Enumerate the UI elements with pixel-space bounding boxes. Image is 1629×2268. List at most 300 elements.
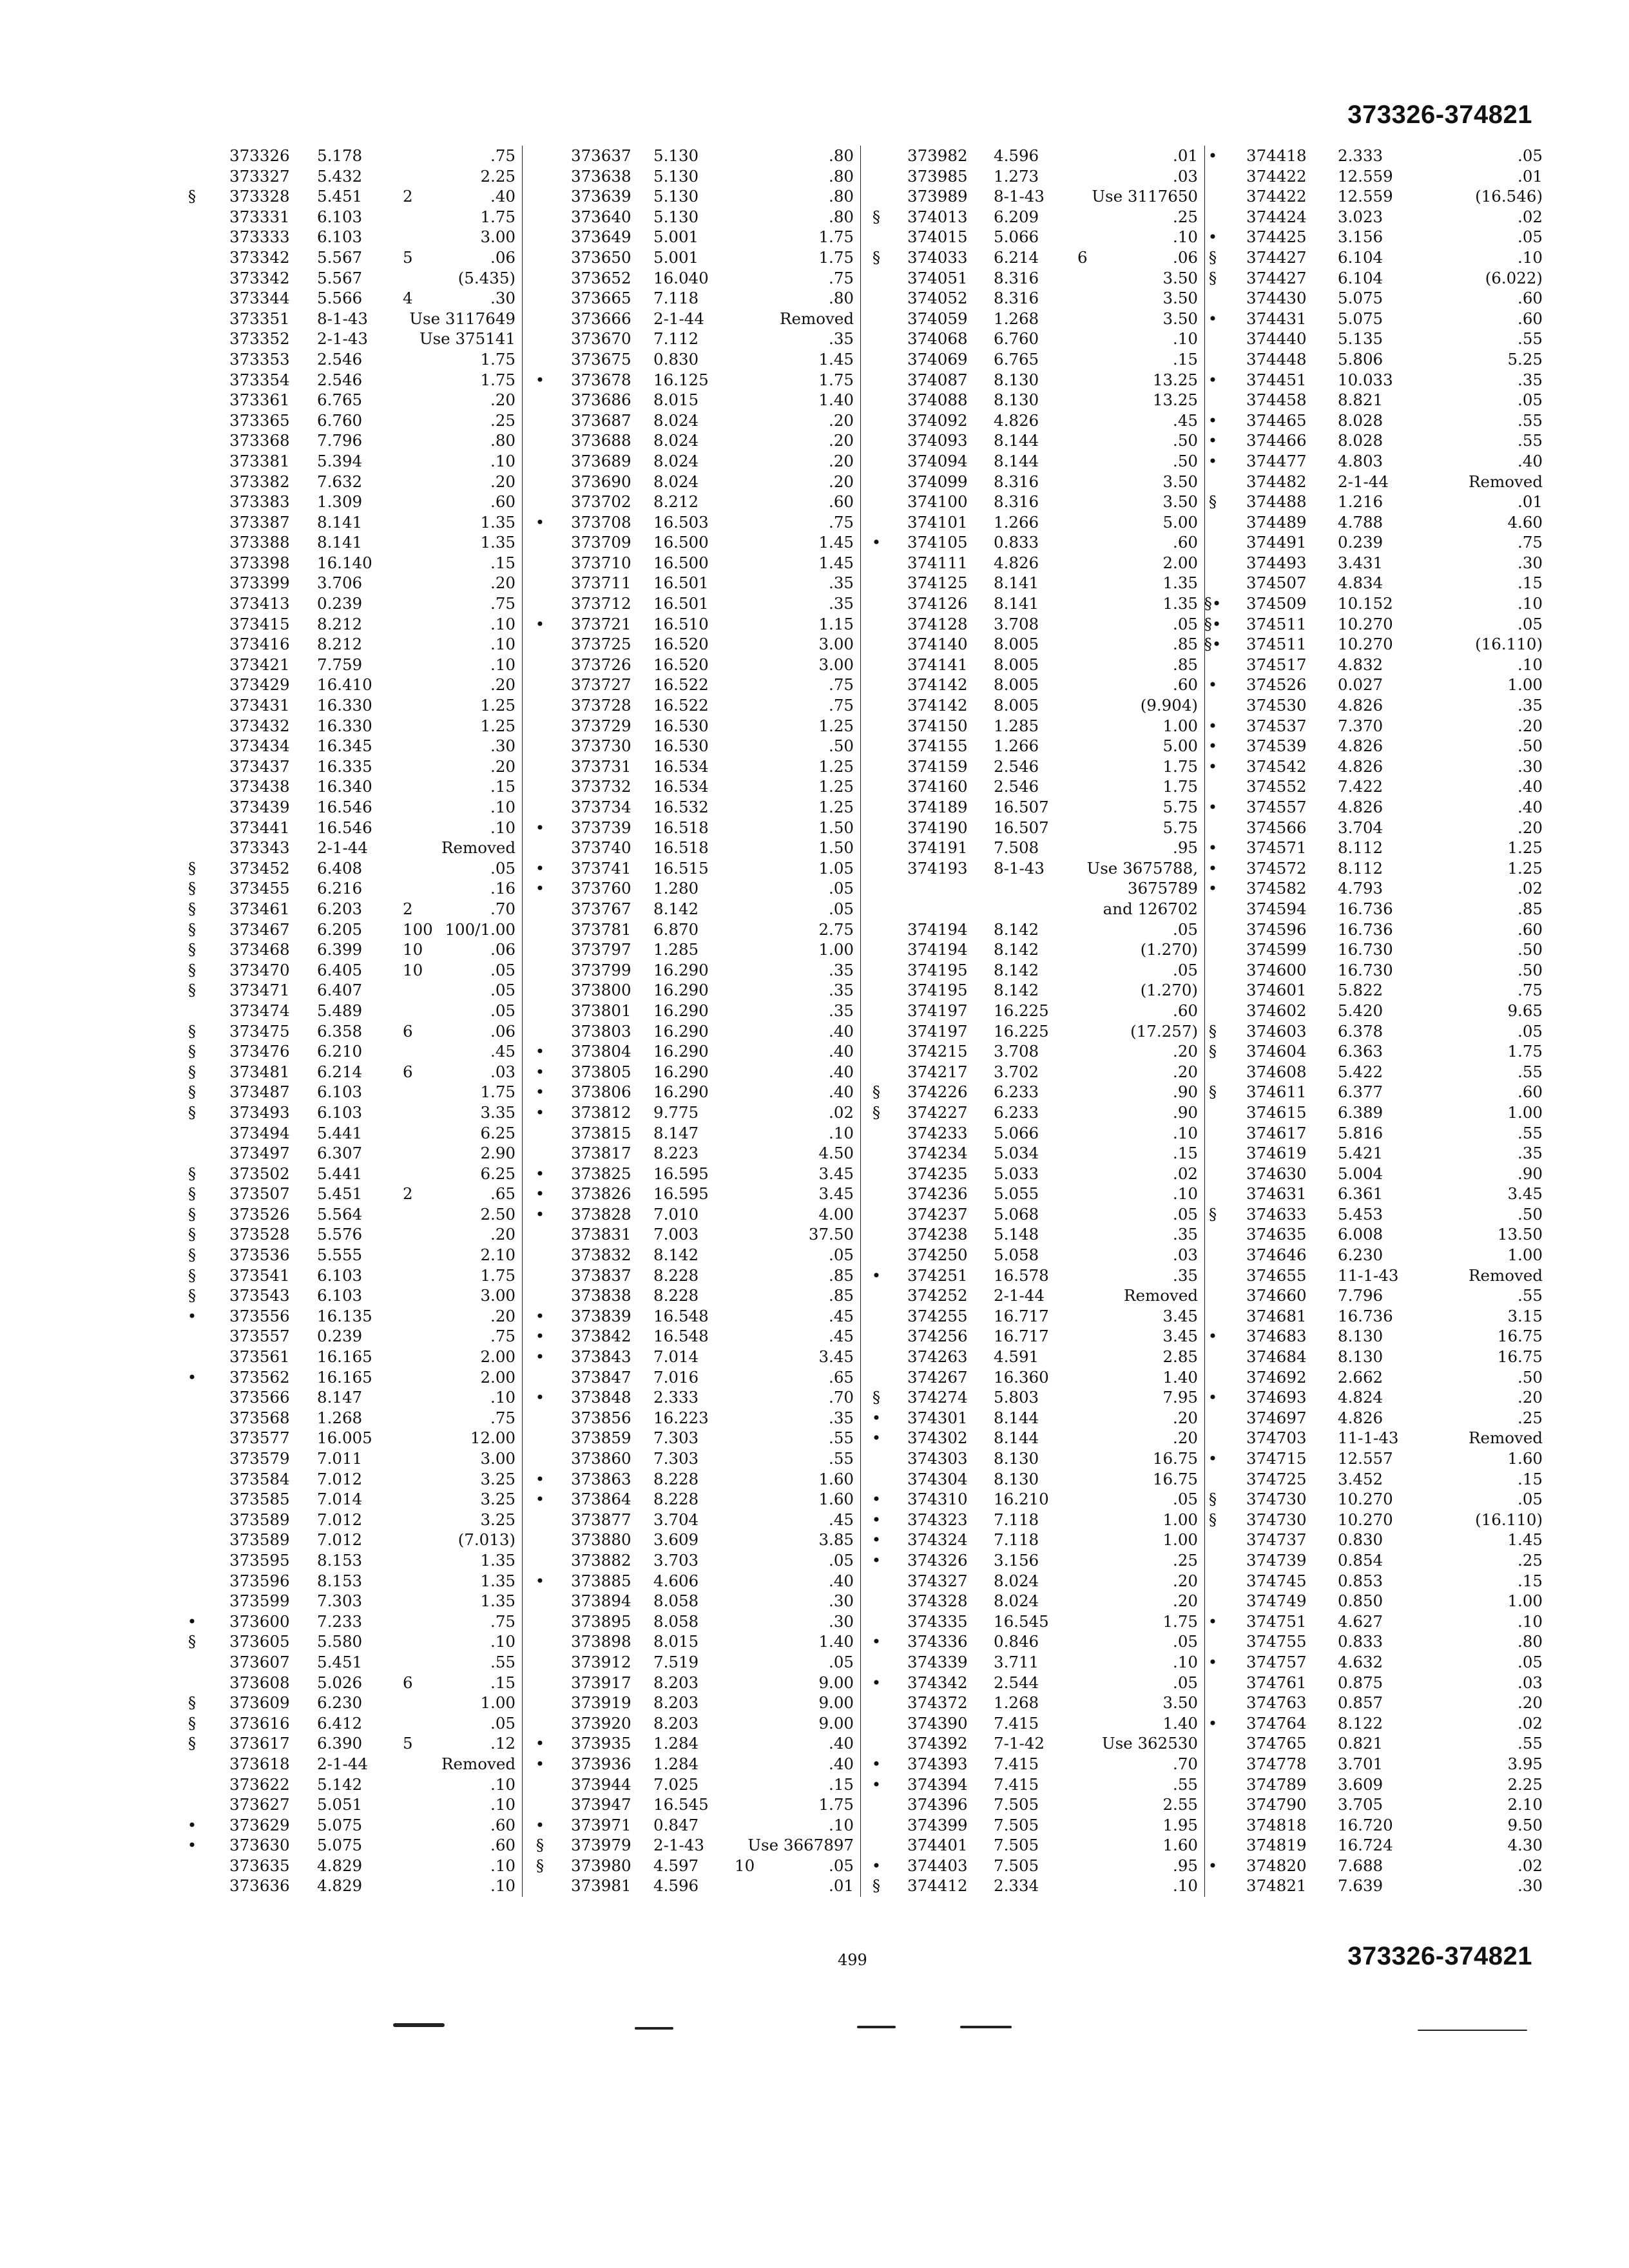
table-row — [865, 1021, 1204, 1042]
part-number: 373839 — [571, 1306, 631, 1325]
table-row — [1201, 960, 1549, 981]
table-row — [1201, 288, 1549, 309]
part-number: 373467 — [229, 919, 290, 939]
price-value: .50 — [1518, 1204, 1543, 1224]
table-row — [1201, 1245, 1549, 1265]
code-or-date: 7.118 — [994, 1510, 1039, 1529]
code-or-date: 1.268 — [994, 1693, 1039, 1713]
table-row — [180, 573, 522, 593]
code-or-date: 5.026 — [317, 1673, 363, 1692]
table-row — [865, 593, 1204, 614]
part-number: 373985 — [907, 166, 968, 186]
code-or-date: 4.826 — [994, 410, 1039, 430]
code-or-date: 7.415 — [994, 1774, 1039, 1794]
table-row — [865, 370, 1204, 390]
part-number: 374761 — [1246, 1673, 1307, 1692]
price-value: Use 3117649 — [409, 309, 516, 328]
price-value: 3.25 — [480, 1469, 516, 1488]
part-number: 373493 — [229, 1102, 290, 1122]
table-row — [865, 1245, 1204, 1265]
part-number: 373859 — [571, 1428, 631, 1448]
table-row — [1201, 1611, 1549, 1632]
code-or-date: 6.389 — [1338, 1102, 1383, 1122]
price-value: .25 — [1518, 1408, 1543, 1427]
part-number: 374482 — [1246, 472, 1307, 491]
table-row — [865, 1062, 1204, 1082]
price-value: .01 — [1173, 146, 1198, 165]
part-number: 373980 — [571, 1856, 631, 1875]
price-value: .80 — [829, 187, 854, 206]
part-number: 373702 — [571, 492, 631, 512]
part-number: 374646 — [1246, 1245, 1307, 1265]
code-or-date: 8.005 — [994, 696, 1039, 715]
part-number: 374491 — [1246, 533, 1307, 552]
price-value: .05 — [490, 981, 516, 1000]
part-number: 374552 — [1246, 777, 1307, 796]
price-value: 9.00 — [818, 1673, 854, 1692]
price-value: 3.45 — [1507, 1184, 1543, 1204]
price-value: 1.75 — [1162, 1611, 1198, 1631]
code-or-date: 16.548 — [653, 1327, 709, 1346]
part-number: 374737 — [1246, 1530, 1307, 1550]
part-number: 374238 — [907, 1225, 968, 1244]
part-number: 373429 — [229, 675, 290, 695]
price-value: .30 — [490, 736, 516, 756]
part-number: 373638 — [571, 166, 631, 186]
price-value: .75 — [829, 696, 854, 715]
part-number: 373912 — [571, 1652, 631, 1671]
price-value: .65 — [829, 1367, 854, 1387]
part-number: 373365 — [229, 410, 290, 430]
price-value: 1.25 — [480, 716, 516, 735]
row-marker: § — [188, 1062, 197, 1081]
part-number: 374440 — [1246, 329, 1307, 349]
code-or-date: 7.112 — [653, 329, 699, 349]
table-row — [528, 1815, 860, 1836]
row-marker: § — [188, 1632, 197, 1651]
price-value: .30 — [829, 1611, 854, 1631]
row-marker: § — [1208, 247, 1217, 267]
part-number: 374195 — [907, 981, 968, 1000]
part-number: 373556 — [229, 1306, 290, 1325]
table-row — [865, 675, 1204, 695]
code-or-date: 2.546 — [994, 756, 1039, 776]
code-or-date: 8.141 — [994, 573, 1039, 593]
part-number: 374427 — [1246, 268, 1307, 287]
part-number: 373439 — [229, 798, 290, 816]
table-row — [865, 1673, 1204, 1693]
part-number: 374255 — [907, 1306, 968, 1325]
table-row — [180, 430, 522, 451]
price-value: .10 — [1173, 1184, 1198, 1204]
table-row — [865, 1774, 1204, 1795]
code-or-date: 11-1-43 — [1338, 1265, 1399, 1285]
code-or-date: 8.147 — [317, 1388, 363, 1407]
row-marker: § — [1208, 1490, 1217, 1509]
code-or-date: 2.662 — [1338, 1367, 1383, 1387]
code-or-date: 3.708 — [994, 614, 1039, 633]
price-value: 3.45 — [1162, 1327, 1198, 1346]
table-row — [1201, 1082, 1549, 1102]
price-value: .35 — [829, 960, 854, 979]
code-or-date: 3.023 — [1338, 207, 1383, 226]
row-marker: • — [187, 1611, 197, 1631]
part-number: 373801 — [571, 1001, 631, 1020]
price-value: .15 — [1173, 1144, 1198, 1163]
code-or-date: 5.051 — [317, 1795, 363, 1814]
code-or-date: 6.378 — [1338, 1021, 1383, 1041]
part-number: 373399 — [229, 573, 290, 593]
table-row — [865, 430, 1204, 451]
part-number: 373989 — [907, 187, 968, 206]
code-or-date: 5.555 — [317, 1245, 363, 1265]
price-value: .02 — [1518, 1713, 1543, 1733]
part-number: 373760 — [571, 879, 631, 898]
price-value: 3.45 — [818, 1347, 854, 1367]
code-or-date: 6.205 — [317, 919, 363, 939]
code-or-date: 5.441 — [317, 1123, 363, 1142]
price-value: (7.013) — [458, 1530, 516, 1550]
table-row — [865, 1448, 1204, 1469]
table-row — [180, 593, 522, 614]
price-value: (17.257) — [1130, 1021, 1198, 1041]
code-or-date: 6.765 — [994, 349, 1039, 369]
column-divider — [522, 146, 523, 1897]
price-value: .20 — [1173, 1428, 1198, 1448]
price-value: .20 — [1173, 1591, 1198, 1611]
part-number: 373708 — [571, 512, 631, 532]
code-or-date: 7.796 — [1338, 1286, 1383, 1305]
price-value: 3.25 — [480, 1490, 516, 1509]
table-row — [1201, 1774, 1549, 1795]
table-row — [180, 960, 522, 981]
part-number: 373917 — [571, 1673, 631, 1692]
code-or-date: 8.142 — [653, 899, 699, 918]
table-row — [180, 1408, 522, 1428]
row-marker: • — [1208, 1327, 1218, 1346]
part-number: 374778 — [1246, 1754, 1307, 1773]
code-or-date: 4.606 — [653, 1571, 699, 1590]
code-or-date: 6.358 — [317, 1021, 363, 1041]
part-number: 373630 — [229, 1836, 290, 1855]
code-or-date: 8.024 — [653, 410, 699, 430]
part-number: 374537 — [1246, 716, 1307, 735]
part-number: 373732 — [571, 777, 631, 796]
row-marker: • — [1208, 431, 1218, 450]
price-value: 1.05 — [818, 858, 854, 878]
part-number: 373898 — [571, 1632, 631, 1651]
part-number: 374092 — [907, 410, 968, 430]
price-value: (1.270) — [1140, 981, 1198, 1000]
table-row — [528, 960, 860, 981]
price-value: 3.15 — [1507, 1306, 1543, 1325]
price-value: 3.50 — [1162, 492, 1198, 512]
code-or-date: 8.316 — [994, 268, 1039, 287]
table-row — [865, 736, 1204, 756]
code-or-date: 5.580 — [317, 1632, 363, 1651]
price-value: 5.00 — [1162, 736, 1198, 756]
code-or-date: 16.546 — [317, 818, 372, 837]
part-number: 373817 — [571, 1144, 631, 1163]
table-row — [865, 1164, 1204, 1184]
code-or-date: 8.203 — [653, 1673, 699, 1692]
table-row — [528, 756, 860, 777]
part-number: 374511 — [1246, 614, 1307, 633]
table-row — [180, 980, 522, 1001]
table-row — [1201, 736, 1549, 756]
row-marker: § — [1208, 1042, 1217, 1061]
table-row — [865, 492, 1204, 512]
price-value: 2.10 — [480, 1245, 516, 1265]
code-or-date: 16.290 — [653, 1042, 709, 1061]
part-number: 374697 — [1246, 1408, 1307, 1427]
price-value: .10 — [490, 451, 516, 470]
code-or-date: 5.489 — [317, 1001, 363, 1020]
price-value: .30 — [1518, 1876, 1543, 1896]
part-number: 374394 — [907, 1774, 968, 1794]
price-value: 5.75 — [1162, 818, 1198, 837]
code-or-date: 2-1-44 — [317, 838, 368, 858]
quantity-note: 6 — [403, 1021, 413, 1041]
table-row — [1201, 634, 1549, 655]
table-row — [865, 1367, 1204, 1388]
table-row — [865, 1835, 1204, 1856]
row-marker: § — [188, 1225, 197, 1244]
table-row — [1201, 1693, 1549, 1713]
table-row — [180, 1733, 522, 1754]
part-number: 373502 — [229, 1164, 290, 1183]
table-row — [528, 878, 860, 899]
table-row — [1201, 146, 1549, 166]
code-or-date: 6.230 — [317, 1693, 363, 1713]
part-number: 374142 — [907, 675, 968, 695]
code-or-date: 8.028 — [1338, 431, 1383, 450]
price-value: 1.40 — [1162, 1367, 1198, 1387]
code-or-date: 0.027 — [1338, 675, 1383, 695]
part-number: 374608 — [1246, 1062, 1307, 1081]
code-or-date: 7.303 — [317, 1591, 363, 1611]
code-or-date: 8.015 — [653, 390, 699, 410]
table-row — [865, 553, 1204, 573]
code-or-date: 16.507 — [994, 798, 1049, 816]
price-value: 1.35 — [480, 533, 516, 552]
table-row — [180, 472, 522, 492]
table-row — [528, 1469, 860, 1490]
price-value: .05 — [1518, 1652, 1543, 1671]
table-row — [180, 309, 522, 329]
part-number: 374745 — [1246, 1571, 1307, 1590]
row-marker: § — [188, 1102, 197, 1122]
code-or-date: 0.846 — [994, 1632, 1039, 1651]
part-number: 374633 — [1246, 1204, 1307, 1224]
table-row — [180, 858, 522, 879]
part-number: 373767 — [571, 899, 631, 918]
table-row — [180, 1693, 522, 1713]
price-value: .02 — [1518, 207, 1543, 226]
table-row — [1201, 1062, 1549, 1082]
price-value: .10 — [490, 655, 516, 674]
part-number: 374635 — [1246, 1225, 1307, 1244]
code-or-date: 5.058 — [994, 1245, 1039, 1265]
table-row — [180, 919, 522, 940]
code-or-date: 8.141 — [994, 594, 1039, 613]
table-row — [1201, 1265, 1549, 1286]
price-value: .35 — [1518, 696, 1543, 715]
part-number: 374557 — [1246, 798, 1307, 816]
row-marker: • — [1208, 309, 1218, 328]
table-row — [865, 1550, 1204, 1571]
code-or-date: 16.345 — [317, 736, 372, 756]
price-value: 3.45 — [818, 1184, 854, 1204]
part-number: 374274 — [907, 1388, 968, 1407]
price-value: 2.25 — [1507, 1774, 1543, 1794]
code-or-date: 16.500 — [653, 553, 709, 572]
scan-mark — [857, 2026, 896, 2028]
code-or-date: 8.142 — [994, 981, 1039, 1000]
table-row — [865, 390, 1204, 410]
table-row — [1201, 1794, 1549, 1815]
part-number: 374763 — [1246, 1693, 1307, 1713]
row-marker: § — [188, 1021, 197, 1041]
table-row — [528, 247, 860, 268]
row-marker: § — [535, 1856, 545, 1875]
table-row — [528, 1123, 860, 1144]
price-value: .20 — [829, 410, 854, 430]
row-marker: § — [188, 940, 197, 959]
code-or-date: 6.870 — [653, 919, 699, 939]
part-number: 373711 — [571, 573, 631, 593]
table-row — [1201, 1428, 1549, 1448]
price-value: 1.25 — [818, 777, 854, 796]
row-marker: • — [1208, 838, 1218, 858]
table-row — [865, 1754, 1204, 1774]
part-number: 373935 — [571, 1734, 631, 1753]
column-2 — [528, 146, 860, 1896]
part-number: 373731 — [571, 756, 631, 776]
price-value: 1.00 — [1507, 1245, 1543, 1265]
code-or-date: 7.415 — [994, 1754, 1039, 1773]
price-value: .05 — [1173, 614, 1198, 633]
price-value: .20 — [1518, 818, 1543, 837]
part-number: 374324 — [907, 1530, 968, 1550]
part-number: 374326 — [907, 1550, 968, 1570]
row-marker: • — [535, 1184, 545, 1204]
part-number: 374730 — [1246, 1510, 1307, 1529]
price-value: (6.022) — [1485, 268, 1543, 287]
table-row — [528, 1062, 860, 1082]
part-number: 373342 — [229, 268, 290, 287]
part-number: 373526 — [229, 1204, 290, 1224]
part-number: 373455 — [229, 879, 290, 898]
code-or-date: 8.130 — [1338, 1347, 1383, 1367]
code-or-date: 5.068 — [994, 1204, 1039, 1224]
price-value: 1.25 — [818, 756, 854, 776]
code-or-date: 1.284 — [653, 1754, 699, 1773]
part-number: 374327 — [907, 1571, 968, 1590]
price-value: 1.25 — [818, 798, 854, 816]
code-or-date: 16.330 — [317, 696, 372, 715]
table-row — [1201, 675, 1549, 695]
price-value: .20 — [829, 431, 854, 450]
code-or-date: 16.140 — [317, 553, 372, 572]
price-value: .40 — [1518, 777, 1543, 796]
table-row — [865, 899, 1204, 919]
table-row — [528, 1347, 860, 1367]
quantity-note: 6 — [403, 1673, 413, 1692]
code-or-date: 5.130 — [653, 166, 699, 186]
part-number: 374302 — [907, 1428, 968, 1448]
table-row — [528, 472, 860, 492]
code-or-date: 6.103 — [317, 227, 363, 247]
code-or-date: 4.788 — [1338, 512, 1383, 532]
code-or-date: 5.075 — [1338, 289, 1383, 308]
code-or-date: 2-1-43 — [653, 1836, 704, 1855]
price-value: .15 — [1173, 349, 1198, 369]
code-or-date: 16.290 — [653, 981, 709, 1000]
code-or-date: 16.736 — [1338, 919, 1393, 939]
row-marker: § — [188, 1245, 197, 1265]
row-marker: § — [188, 981, 197, 1000]
table-row — [1201, 492, 1549, 512]
code-or-date: 16.165 — [317, 1347, 372, 1367]
part-number: 374217 — [907, 1062, 968, 1081]
price-value: .06 — [490, 247, 516, 267]
part-number: 373832 — [571, 1245, 631, 1265]
part-number: 373838 — [571, 1286, 631, 1305]
price-value: 1.45 — [818, 553, 854, 572]
table-row — [865, 1428, 1204, 1448]
code-or-date: 16.736 — [1338, 899, 1393, 918]
row-marker: • — [871, 1673, 882, 1692]
table-row — [865, 1713, 1204, 1734]
table-row — [528, 1571, 860, 1591]
table-row — [180, 227, 522, 247]
part-number: 373382 — [229, 472, 290, 491]
table-row — [865, 146, 1204, 166]
price-value: 3.50 — [1162, 289, 1198, 308]
part-number: 373728 — [571, 696, 631, 715]
code-or-date: 6.203 — [317, 899, 363, 918]
price-value: 1.75 — [1162, 777, 1198, 796]
table-row — [865, 1469, 1204, 1490]
table-row — [865, 1001, 1204, 1021]
code-or-date: 8.005 — [994, 655, 1039, 674]
code-or-date: 6.760 — [317, 410, 363, 430]
table-row — [528, 1306, 860, 1327]
part-number: 374235 — [907, 1164, 968, 1183]
code-or-date: 16.501 — [653, 573, 709, 593]
part-number: 373475 — [229, 1021, 290, 1041]
table-row — [528, 1041, 860, 1062]
row-marker: § — [1208, 1021, 1217, 1041]
price-value: .15 — [1518, 1469, 1543, 1488]
table-row — [528, 370, 860, 390]
price-value: .20 — [1173, 1042, 1198, 1061]
table-row — [865, 410, 1204, 431]
part-number: 373826 — [571, 1184, 631, 1204]
row-marker: • — [535, 1082, 545, 1102]
price-value: .35 — [1518, 1144, 1543, 1163]
part-number: 373398 — [229, 553, 290, 572]
part-number: 374323 — [907, 1510, 968, 1529]
price-value: 37.50 — [808, 1225, 854, 1244]
code-or-date: 10.270 — [1338, 614, 1393, 633]
price-value: .60 — [1518, 1082, 1543, 1102]
part-number: 374093 — [907, 431, 968, 450]
table-row — [528, 1510, 860, 1530]
code-or-date: 6.008 — [1338, 1225, 1383, 1244]
part-number: 373971 — [571, 1815, 631, 1834]
